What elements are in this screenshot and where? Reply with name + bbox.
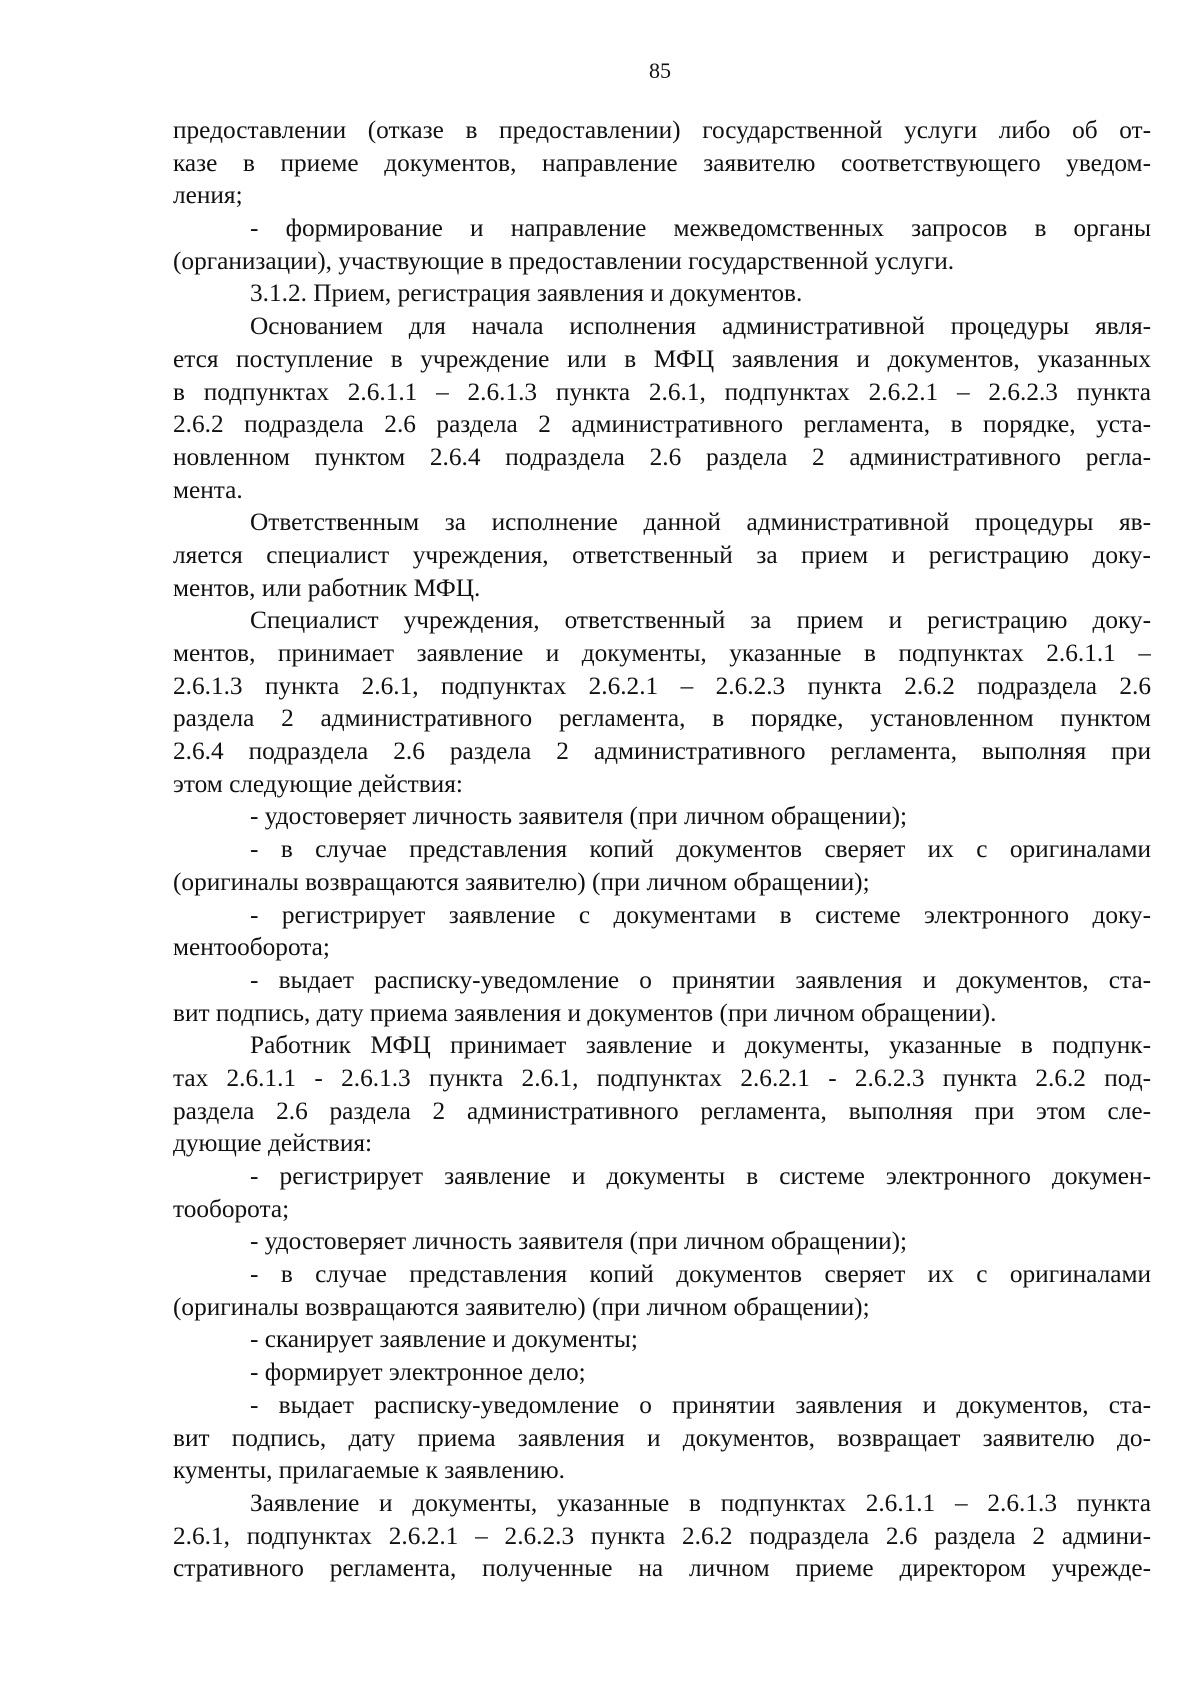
text-line: - удостоверяет личность заявителя (при личном обращении); <box>250 802 908 831</box>
text-line: - в случае представления копий документов сверяет их с оригиналами <box>250 1260 1151 1289</box>
text-line: ментооборота; <box>173 933 330 962</box>
text-line: предоставлении (отказе в предоставлении) государственной услуги либо об от- <box>173 116 1151 144</box>
text-line: 2.6.1, подпунктах 2.6.2.1 – 2.6.2.3 пункта 2.6.2 подраздела 2.6 раздела 2 админи- <box>173 1521 1151 1550</box>
text-line: этом следующие действия: <box>173 769 463 798</box>
text-line: - регистрирует заявление с документами в системе электронного доку- <box>250 900 1151 929</box>
text-line: ментов, принимает заявление и документы, указанные в подпунктах 2.6.1.1 – <box>173 639 1151 667</box>
text-line: вит подпись, дату приема заявления и документов, возвращает заявителю до- <box>173 1423 1151 1452</box>
text-line: тооборота; <box>173 1194 290 1223</box>
text-line: - формирование и направление межведомственных запросов в органы <box>250 214 1151 243</box>
text-line: в подпунктах 2.6.1.1 – 2.6.1.3 пункта 2.6.1, подпунктах 2.6.2.1 – 2.6.2.3 пункта <box>173 377 1151 406</box>
text-line: (организации), участвующие в предоставлении государственной услуги. <box>173 246 955 275</box>
text-line: вит подпись, дату приема заявления и документов (при личном обращении). <box>173 998 997 1027</box>
text-line: (оригиналы возвращаются заявителю) (при личном обращении); <box>173 1292 870 1321</box>
document-body <box>173 114 1151 1585</box>
text-line: Специалист учреждения, ответственный за прием и регистрацию доку- <box>250 606 1151 635</box>
text-line: ляется специалист учреждения, ответственный за прием и регистрацию доку- <box>173 540 1151 569</box>
text-line: раздела 2.6 раздела 2 административного регламента, выполняя при этом сле- <box>173 1096 1151 1125</box>
text-line: - регистрирует заявление и документы в системе электронного докумен- <box>250 1162 1151 1190</box>
text-line: 2.6.2 подраздела 2.6 раздела 2 административного регламента, в порядке, уста- <box>173 410 1151 439</box>
text-line: ется поступление в учреждение или в МФЦ заявления и документов, указанных <box>173 344 1151 373</box>
text-line: кументы, прилагаемые к заявлению. <box>173 1456 565 1485</box>
text-line: казе в приеме документов, направление заявителю соответствующего уведом- <box>173 148 1151 177</box>
text-line: Основанием для начала исполнения административной процедуры явля- <box>250 312 1151 341</box>
page-number: 85 <box>649 58 671 83</box>
text-line: Ответственным за исполнение данной административной процедуры яв- <box>250 508 1151 537</box>
text-line: - сканирует заявление и документы; <box>250 1325 638 1354</box>
text-line: дующие действия: <box>173 1129 373 1158</box>
text-line: мента. <box>173 475 243 504</box>
text-line: - формирует электронное дело; <box>250 1358 586 1387</box>
text-line: - выдает расписку-уведомление о принятии заявления и документов, ста- <box>250 1390 1151 1419</box>
text-line: - в случае представления копий документов сверяет их с оригиналами <box>250 835 1151 864</box>
text-line: Заявление и документы, указанные в подпунктах 2.6.1.1 – 2.6.1.3 пункта <box>250 1488 1151 1517</box>
text-line: ментов, или работник МФЦ. <box>173 573 481 602</box>
text-line: стративного регламента, полученные на личном приеме директором учрежде- <box>173 1554 1151 1583</box>
text-line: тах 2.6.1.1 - 2.6.1.3 пункта 2.6.1, подпунктах 2.6.2.1 - 2.6.2.3 пункта 2.6.2 под- <box>173 1063 1151 1092</box>
text-line: - выдает расписку-уведомление о принятии заявления и документов, ста- <box>250 965 1151 994</box>
text-line: Работник МФЦ принимает заявление и документы, указанные в подпунк- <box>250 1031 1151 1060</box>
text-line: раздела 2 административного регламента, в порядке, установленном пунктом <box>173 704 1151 733</box>
text-line: новленном пунктом 2.6.4 подраздела 2.6 раздела 2 административного регла- <box>173 442 1151 471</box>
text-line: - удостоверяет личность заявителя (при личном обращении); <box>250 1227 908 1256</box>
text-line: 2.6.1.3 пункта 2.6.1, подпунктах 2.6.2.1 – 2.6.2.3 пункта 2.6.2 подраздела 2.6 <box>173 671 1151 700</box>
text-line: ления; <box>173 181 243 210</box>
text-line: 3.1.2. Прием, регистрация заявления и документов. <box>250 279 803 308</box>
text-line: (оригиналы возвращаются заявителю) (при личном обращении); <box>173 867 870 896</box>
text-line: 2.6.4 подраздела 2.6 раздела 2 административного регламента, выполняя при <box>173 737 1151 766</box>
